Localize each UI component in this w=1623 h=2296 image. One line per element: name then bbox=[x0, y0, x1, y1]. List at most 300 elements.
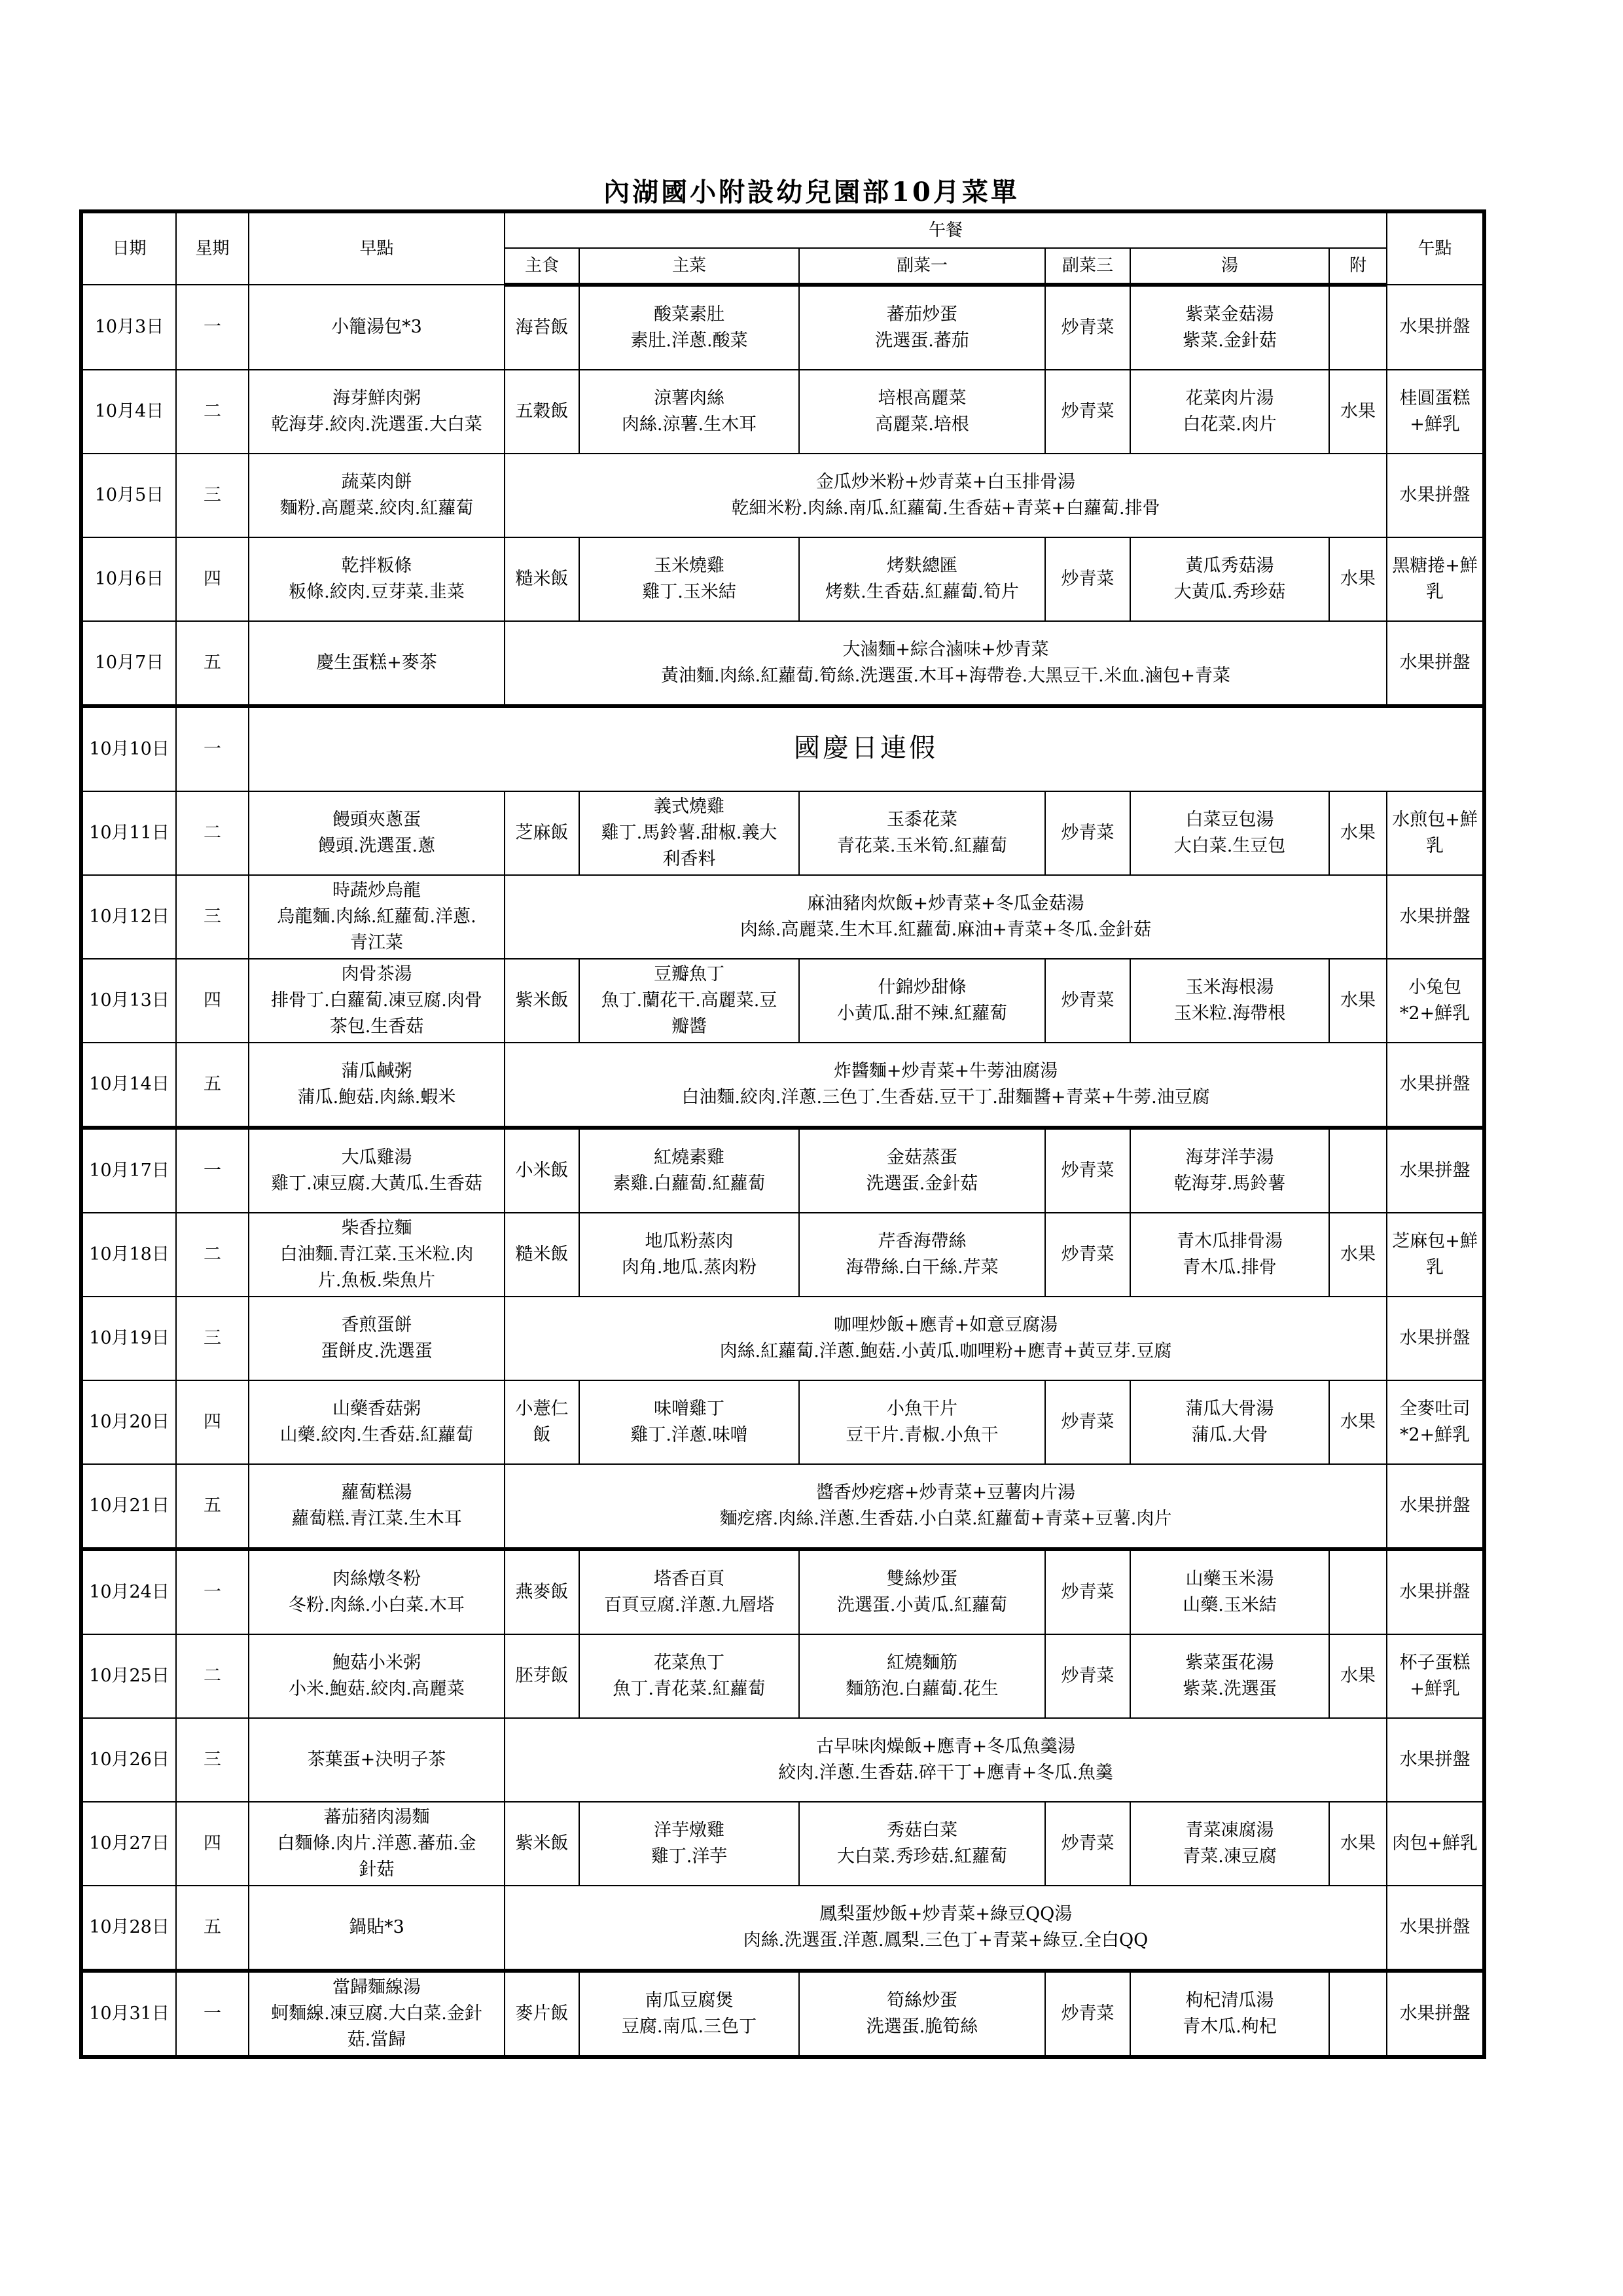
soup-cell-line: 白花菜.肉片 bbox=[1183, 414, 1277, 435]
weekday-cell: 三 bbox=[176, 875, 249, 959]
breakfast-cell-line: 青江菜 bbox=[350, 933, 403, 953]
side-dish1-cell bbox=[799, 1380, 1045, 1464]
soup-cell-line: 青木瓜.枸杞 bbox=[1183, 2017, 1277, 2037]
extra-cell bbox=[1329, 285, 1387, 370]
soup-cell bbox=[1130, 1213, 1329, 1297]
extra-cell: 水果 bbox=[1329, 959, 1387, 1043]
lunch-combo-cell-line: 大滷麵+綜合滷味+炒青菜 bbox=[842, 639, 1049, 660]
main-dish-cell-line: 涼薯肉絲 bbox=[654, 388, 724, 408]
header-snack: 午點 bbox=[1387, 211, 1484, 285]
menu-row bbox=[81, 1213, 1484, 1297]
breakfast-cell-line: 大瓜雞湯 bbox=[341, 1147, 412, 1168]
side-dish1-cell bbox=[799, 1802, 1045, 1886]
main-dish-cell bbox=[579, 1802, 799, 1886]
weekday-cell: 五 bbox=[176, 1886, 249, 1971]
lunch-combo-cell-line: 麻油豬肉炊飯+炒青菜+冬瓜金菇湯 bbox=[807, 893, 1084, 914]
breakfast-cell-line: 白油麵.青江菜.玉米粒.肉 bbox=[279, 1244, 474, 1265]
soup-cell-line: 乾海芽.馬鈴薯 bbox=[1173, 1174, 1286, 1194]
holiday-label: 國慶日連假 bbox=[794, 732, 938, 763]
breakfast-cell bbox=[249, 454, 505, 537]
date-cell: 10月5日 bbox=[81, 454, 176, 537]
side-dish3-cell: 炒青菜 bbox=[1045, 1380, 1130, 1464]
lunch-combo-cell-line: 鳳梨蛋炒飯+炒青菜+綠豆QQ湯 bbox=[819, 1904, 1073, 1924]
soup-cell bbox=[1130, 1128, 1329, 1213]
weekday-cell: 一 bbox=[176, 1549, 249, 1634]
breakfast-cell-line: 茶葉蛋+決明子茶 bbox=[307, 1749, 446, 1770]
breakfast-cell-line: 當歸麵線湯 bbox=[332, 1977, 421, 1998]
side-dish1-cell bbox=[799, 537, 1045, 621]
side-dish1-cell-line: 金菇蒸蛋 bbox=[887, 1147, 957, 1168]
snack-cell: 水果拼盤 bbox=[1387, 454, 1484, 537]
breakfast-cell-line: 冬粉.肉絲.小白菜.木耳 bbox=[289, 1595, 465, 1615]
extra-cell: 水果 bbox=[1329, 1380, 1387, 1464]
menu-row bbox=[81, 1802, 1484, 1886]
side-dish1-cell-line: 筍絲炒蛋 bbox=[887, 1990, 957, 2011]
breakfast-cell-line: 小米.鮑菇.絞肉.高麗菜 bbox=[289, 1679, 465, 1699]
side-dish1-cell-line: 培根高麗菜 bbox=[878, 388, 967, 408]
date-cell: 10月11日 bbox=[81, 791, 176, 875]
menu-row bbox=[81, 285, 1484, 370]
holiday-cell bbox=[249, 706, 1484, 791]
breakfast-cell-line: 蛋餅皮.洗選蛋 bbox=[321, 1341, 433, 1361]
main-dish-cell-line: 玉米燒雞 bbox=[654, 556, 724, 576]
side-dish1-cell-line: 秀菇白菜 bbox=[887, 1820, 957, 1840]
weekday-cell: 五 bbox=[176, 1464, 249, 1549]
weekday-cell: 三 bbox=[176, 1297, 249, 1380]
soup-cell bbox=[1130, 959, 1329, 1043]
breakfast-cell bbox=[249, 1971, 505, 2057]
menu-row bbox=[81, 454, 1484, 537]
main-dish-cell-line: 利香料 bbox=[662, 849, 716, 869]
weekday-cell: 二 bbox=[176, 791, 249, 875]
side-dish1-cell-line: 海帶絲.白干絲.芹菜 bbox=[846, 1257, 999, 1278]
lunch-combo-cell-line: 古早味肉燥飯+應青+冬瓜魚羹湯 bbox=[815, 1736, 1076, 1757]
lunch-combo-cell bbox=[505, 875, 1387, 959]
menu-row bbox=[81, 370, 1484, 454]
staple-cell: 胚芽飯 bbox=[505, 1634, 579, 1718]
soup-cell-line: 大黃瓜.秀珍菇 bbox=[1173, 582, 1286, 602]
main-dish-cell-line: 瓣醬 bbox=[671, 1016, 707, 1037]
staple-cell: 麥片飯 bbox=[505, 1971, 579, 2057]
side-dish1-cell-line: 小魚干片 bbox=[887, 1399, 957, 1419]
weekday-cell: 三 bbox=[176, 1718, 249, 1802]
snack-cell: 杯子蛋糕+鮮乳 bbox=[1387, 1634, 1484, 1718]
soup-cell-line: 蒲瓜.大骨 bbox=[1191, 1425, 1268, 1445]
main-dish-cell-line: 豆瓣魚丁 bbox=[654, 964, 724, 984]
side-dish3-cell: 炒青菜 bbox=[1045, 537, 1130, 621]
soup-cell-line: 山藥玉米湯 bbox=[1185, 1569, 1274, 1589]
main-dish-cell bbox=[579, 1128, 799, 1213]
side-dish3-cell: 炒青菜 bbox=[1045, 1128, 1130, 1213]
breakfast-cell-line: 鍋貼*3 bbox=[349, 1917, 404, 1937]
breakfast-cell bbox=[249, 1043, 505, 1128]
staple-cell: 小米飯 bbox=[505, 1128, 579, 1213]
soup-cell-line: 白菜豆包湯 bbox=[1185, 810, 1274, 830]
breakfast-cell-line: 柴香拉麵 bbox=[341, 1218, 412, 1238]
snack-cell: 肉包+鮮乳 bbox=[1387, 1802, 1484, 1886]
soup-cell-line: 大白菜.生豆包 bbox=[1173, 836, 1286, 856]
breakfast-cell-line: 慶生蛋糕+麥茶 bbox=[316, 653, 437, 673]
date-cell: 10月13日 bbox=[81, 959, 176, 1043]
menu-row bbox=[81, 706, 1484, 791]
soup-cell-line: 紫菜.金針菇 bbox=[1183, 331, 1277, 351]
extra-cell: 水果 bbox=[1329, 1213, 1387, 1297]
snack-cell: 水果拼盤 bbox=[1387, 1718, 1484, 1802]
side-dish3-cell: 炒青菜 bbox=[1045, 959, 1130, 1043]
soup-cell-line: 海芽洋芋湯 bbox=[1185, 1147, 1274, 1168]
weekday-cell: 二 bbox=[176, 1634, 249, 1718]
breakfast-cell bbox=[249, 285, 505, 370]
main-dish-cell-line: 豆腐.南瓜.三色丁 bbox=[621, 2017, 757, 2037]
breakfast-cell-line: 饅頭夾蔥蛋 bbox=[332, 810, 421, 830]
breakfast-cell bbox=[249, 1297, 505, 1380]
breakfast-cell bbox=[249, 537, 505, 621]
date-cell: 10月21日 bbox=[81, 1464, 176, 1549]
main-dish-cell bbox=[579, 1213, 799, 1297]
side-dish3-cell: 炒青菜 bbox=[1045, 791, 1130, 875]
weekday-cell: 一 bbox=[176, 1971, 249, 2057]
menu-row bbox=[81, 537, 1484, 621]
snack-cell: 小兔包*2+鮮乳 bbox=[1387, 959, 1484, 1043]
side-dish1-cell-line: 洗選蛋.蕃茄 bbox=[875, 331, 969, 351]
breakfast-cell-line: 乾拌粄條 bbox=[341, 556, 412, 576]
side-dish3-cell: 炒青菜 bbox=[1045, 1971, 1130, 2057]
date-cell: 10月26日 bbox=[81, 1718, 176, 1802]
breakfast-cell bbox=[249, 959, 505, 1043]
breakfast-cell-line: 烏龍麵.肉絲.紅蘿蔔.洋蔥. bbox=[277, 906, 476, 927]
side-dish1-cell bbox=[799, 959, 1045, 1043]
soup-cell-line: 紫菜.洗選蛋 bbox=[1183, 1679, 1277, 1699]
soup-cell bbox=[1130, 1971, 1329, 2057]
menu-body bbox=[81, 285, 1484, 2057]
breakfast-cell bbox=[249, 1128, 505, 1213]
menu-row bbox=[81, 1886, 1484, 1971]
main-dish-cell bbox=[579, 959, 799, 1043]
main-dish-cell-line: 酸菜素肚 bbox=[654, 304, 724, 325]
breakfast-cell bbox=[249, 1886, 505, 1971]
date-cell: 10月25日 bbox=[81, 1634, 176, 1718]
lunch-combo-cell bbox=[505, 1464, 1387, 1549]
lunch-combo-cell-line: 肉絲.高麗菜.生木耳.紅蘿蔔.麻油+青菜+冬瓜.金針菇 bbox=[740, 920, 1152, 940]
breakfast-cell-line: 海芽鮮肉粥 bbox=[332, 388, 421, 408]
soup-cell-line: 青木瓜.排骨 bbox=[1183, 1257, 1277, 1278]
side-dish1-cell bbox=[799, 1971, 1045, 2057]
snack-cell: 水果拼盤 bbox=[1387, 1464, 1484, 1549]
extra-cell: 水果 bbox=[1329, 370, 1387, 454]
side-dish1-cell-line: 烤麩.生香菇.紅蘿蔔.筍片 bbox=[825, 582, 1019, 602]
staple-cell: 紫米飯 bbox=[505, 959, 579, 1043]
weekday-cell: 五 bbox=[176, 1043, 249, 1128]
side-dish1-cell-line: 玉黍花菜 bbox=[887, 810, 957, 830]
weekday-cell: 二 bbox=[176, 370, 249, 454]
main-dish-cell-line: 味噌雞丁 bbox=[654, 1399, 724, 1419]
menu-table bbox=[79, 209, 1486, 2059]
date-cell: 10月3日 bbox=[81, 285, 176, 370]
weekday-cell: 五 bbox=[176, 621, 249, 706]
snack-cell: 水果拼盤 bbox=[1387, 1886, 1484, 1971]
snack-cell: 水果拼盤 bbox=[1387, 875, 1484, 959]
soup-cell-line: 青菜.凍豆腐 bbox=[1183, 1846, 1277, 1867]
lunch-combo-cell-line: 肉絲.紅蘿蔔.洋蔥.鮑菇.小黃瓜.咖哩粉+應青+黃豆芽.豆腐 bbox=[719, 1341, 1172, 1361]
extra-cell: 水果 bbox=[1329, 537, 1387, 621]
breakfast-cell-line: 蒲瓜.鮑菇.肉絲.蝦米 bbox=[297, 1087, 456, 1107]
breakfast-cell-line: 蚵麵線.凍豆腐.大白菜.金針 bbox=[271, 2003, 482, 2024]
lunch-combo-cell-line: 麵疙瘩.肉絲.洋蔥.生香菇.小白菜.紅蘿蔔+青菜+豆薯.肉片 bbox=[719, 1509, 1172, 1529]
snack-cell: 水煎包+鮮乳 bbox=[1387, 791, 1484, 875]
breakfast-cell-line: 蔬菜肉餅 bbox=[341, 472, 412, 492]
breakfast-cell-line: 蒲瓜鹹粥 bbox=[341, 1061, 412, 1081]
breakfast-cell bbox=[249, 875, 505, 959]
date-cell: 10月14日 bbox=[81, 1043, 176, 1128]
date-cell: 10月4日 bbox=[81, 370, 176, 454]
date-cell: 10月19日 bbox=[81, 1297, 176, 1380]
header-breakfast: 早點 bbox=[249, 211, 505, 285]
menu-title: 內湖國小附設幼兒園部10月菜單 bbox=[603, 177, 1020, 207]
side-dish3-cell: 炒青菜 bbox=[1045, 1549, 1130, 1634]
side-dish1-cell-line: 高麗菜.培根 bbox=[875, 414, 969, 435]
breakfast-cell-line: 山藥香菇粥 bbox=[332, 1399, 421, 1419]
menu-row bbox=[81, 1297, 1484, 1380]
main-dish-cell bbox=[579, 1380, 799, 1464]
date-cell: 10月24日 bbox=[81, 1549, 176, 1634]
date-cell: 10月28日 bbox=[81, 1886, 176, 1971]
soup-cell-line: 山藥.玉米結 bbox=[1183, 1595, 1277, 1615]
main-dish-cell-line: 洋芋燉雞 bbox=[654, 1820, 724, 1840]
soup-cell bbox=[1130, 285, 1329, 370]
menu-row bbox=[81, 1043, 1484, 1128]
main-dish-cell bbox=[579, 1634, 799, 1718]
date-cell: 10月10日 bbox=[81, 706, 176, 791]
date-cell: 10月20日 bbox=[81, 1380, 176, 1464]
menu-row bbox=[81, 1971, 1484, 2057]
header-lunch: 午餐 bbox=[505, 211, 1387, 248]
breakfast-cell-line: 片.魚板.柴魚片 bbox=[317, 1270, 436, 1291]
breakfast-cell bbox=[249, 621, 505, 706]
header-side3: 副菜三 bbox=[1045, 248, 1130, 285]
side-dish1-cell bbox=[799, 1634, 1045, 1718]
breakfast-cell bbox=[249, 370, 505, 454]
breakfast-cell-line: 針菇 bbox=[359, 1859, 395, 1880]
main-dish-cell-line: 地瓜粉蒸肉 bbox=[645, 1231, 734, 1251]
side-dish1-cell-line: 麵筋泡.白蘿蔔.花生 bbox=[846, 1679, 999, 1699]
side-dish1-cell bbox=[799, 1213, 1045, 1297]
side-dish1-cell-line: 雙絲炒蛋 bbox=[887, 1569, 957, 1589]
lunch-combo-cell-line: 咖哩炒飯+應青+如意豆腐湯 bbox=[833, 1315, 1058, 1335]
date-cell: 10月31日 bbox=[81, 1971, 176, 2057]
breakfast-cell-line: 香煎蛋餅 bbox=[341, 1315, 412, 1335]
side-dish3-cell: 炒青菜 bbox=[1045, 1634, 1130, 1718]
main-dish-cell-line: 素雞.白蘿蔔.紅蘿蔔 bbox=[613, 1174, 766, 1194]
soup-cell-line: 玉米粒.海帶根 bbox=[1173, 1003, 1286, 1024]
main-dish-cell-line: 魚丁.青花菜.紅蘿蔔 bbox=[613, 1679, 766, 1699]
staple-cell: 小薏仁飯 bbox=[505, 1380, 579, 1464]
weekday-cell: 三 bbox=[176, 454, 249, 537]
menu-row bbox=[81, 1380, 1484, 1464]
breakfast-cell-line: 菇.當歸 bbox=[347, 2030, 406, 2050]
snack-cell: 水果拼盤 bbox=[1387, 621, 1484, 706]
staple-cell: 五穀飯 bbox=[505, 370, 579, 454]
soup-cell-line: 枸杞清瓜湯 bbox=[1185, 1990, 1274, 2011]
side-dish1-cell-line: 青花菜.玉米筍.紅蘿蔔 bbox=[836, 836, 1008, 856]
lunch-combo-cell-line: 白油麵.絞肉.洋蔥.三色丁.生香菇.豆干丁.甜麵醬+青菜+牛蒡.油豆腐 bbox=[681, 1087, 1210, 1107]
soup-cell-line: 黃瓜秀菇湯 bbox=[1185, 556, 1274, 576]
soup-cell bbox=[1130, 1634, 1329, 1718]
soup-cell-line: 紫菜金菇湯 bbox=[1185, 304, 1274, 325]
side-dish1-cell bbox=[799, 370, 1045, 454]
soup-cell bbox=[1130, 1549, 1329, 1634]
breakfast-cell-line: 乾海芽.絞肉.洗選蛋.大白菜 bbox=[271, 414, 482, 435]
breakfast-cell-line: 麵粉.高麗菜.絞肉.紅蘿蔔 bbox=[279, 498, 474, 518]
side-dish3-cell: 炒青菜 bbox=[1045, 370, 1130, 454]
main-dish-cell-line: 素肚.洋蔥.酸菜 bbox=[630, 331, 748, 351]
breakfast-cell-line: 蕃茄豬肉湯麵 bbox=[323, 1807, 430, 1827]
lunch-combo-cell bbox=[505, 1718, 1387, 1802]
side-dish1-cell-line: 芹香海帶絲 bbox=[878, 1231, 967, 1251]
breakfast-cell bbox=[249, 1213, 505, 1297]
date-cell: 10月7日 bbox=[81, 621, 176, 706]
breakfast-cell-line: 饅頭.洗選蛋.蔥 bbox=[317, 836, 436, 856]
staple-cell: 燕麥飯 bbox=[505, 1549, 579, 1634]
header-soup: 湯 bbox=[1130, 248, 1329, 285]
breakfast-cell-line: 小籠湯包*3 bbox=[331, 317, 422, 337]
staple-cell: 糙米飯 bbox=[505, 1213, 579, 1297]
breakfast-cell bbox=[249, 1634, 505, 1718]
side-dish3-cell: 炒青菜 bbox=[1045, 1802, 1130, 1886]
soup-cell-line: 花菜肉片湯 bbox=[1185, 388, 1274, 408]
main-dish-cell-line: 塔香百頁 bbox=[654, 1569, 724, 1589]
main-dish-cell bbox=[579, 370, 799, 454]
snack-cell: 水果拼盤 bbox=[1387, 1128, 1484, 1213]
extra-cell: 水果 bbox=[1329, 1802, 1387, 1886]
menu-row bbox=[81, 621, 1484, 706]
main-dish-cell bbox=[579, 1549, 799, 1634]
main-dish-cell-line: 魚丁.蘭花干.高麗菜.豆 bbox=[601, 990, 777, 1011]
main-dish-cell-line: 百頁豆腐.洋蔥.九層塔 bbox=[603, 1595, 775, 1615]
breakfast-cell bbox=[249, 1464, 505, 1549]
weekday-cell: 四 bbox=[176, 959, 249, 1043]
header-extra: 附 bbox=[1329, 248, 1387, 285]
lunch-combo-cell bbox=[505, 1297, 1387, 1380]
breakfast-cell-line: 鮑菇小米粥 bbox=[332, 1653, 421, 1673]
breakfast-cell-line: 白麵條.肉片.洋蔥.蕃茄.金 bbox=[277, 1833, 476, 1854]
breakfast-cell-line: 肉絲燉冬粉 bbox=[332, 1569, 421, 1589]
menu-row bbox=[81, 959, 1484, 1043]
side-dish3-cell: 炒青菜 bbox=[1045, 1213, 1130, 1297]
soup-cell bbox=[1130, 370, 1329, 454]
main-dish-cell bbox=[579, 537, 799, 621]
side-dish1-cell bbox=[799, 285, 1045, 370]
breakfast-cell bbox=[249, 1549, 505, 1634]
main-dish-cell-line: 肉角.地瓜.蒸肉粉 bbox=[621, 1257, 757, 1278]
extra-cell bbox=[1329, 1549, 1387, 1634]
side-dish1-cell-line: 小黃瓜.甜不辣.紅蘿蔔 bbox=[836, 1003, 1008, 1024]
soup-cell-line: 玉米海根湯 bbox=[1185, 977, 1274, 997]
breakfast-cell-line: 山藥.絞肉.生香菇.紅蘿蔔 bbox=[279, 1425, 474, 1445]
lunch-combo-cell-line: 炸醬麵+炒青菜+牛蒡油腐湯 bbox=[833, 1061, 1058, 1081]
menu-row bbox=[81, 875, 1484, 959]
side-dish1-cell-line: 洗選蛋.小黃瓜.紅蘿蔔 bbox=[836, 1595, 1008, 1615]
soup-cell bbox=[1130, 537, 1329, 621]
extra-cell: 水果 bbox=[1329, 1634, 1387, 1718]
weekday-cell: 一 bbox=[176, 1128, 249, 1213]
main-dish-cell-line: 雞丁.玉米結 bbox=[642, 582, 736, 602]
soup-cell-line: 蒲瓜大骨湯 bbox=[1185, 1399, 1274, 1419]
side-dish1-cell-line: 豆干片.青椒.小魚干 bbox=[846, 1425, 999, 1445]
weekday-cell: 一 bbox=[176, 706, 249, 791]
weekday-cell: 四 bbox=[176, 1380, 249, 1464]
weekday-cell: 一 bbox=[176, 285, 249, 370]
soup-cell bbox=[1130, 791, 1329, 875]
snack-cell: 水果拼盤 bbox=[1387, 1297, 1484, 1380]
lunch-combo-cell bbox=[505, 1043, 1387, 1128]
header-date: 日期 bbox=[81, 211, 176, 285]
snack-cell: 芝麻包+鮮乳 bbox=[1387, 1213, 1484, 1297]
snack-cell: 黑糖捲+鮮乳 bbox=[1387, 537, 1484, 621]
main-dish-cell bbox=[579, 791, 799, 875]
extra-cell bbox=[1329, 1128, 1387, 1213]
side-dish1-cell-line: 烤麩總匯 bbox=[887, 556, 957, 576]
side-dish1-cell-line: 什錦炒甜條 bbox=[878, 977, 967, 997]
side-dish1-cell bbox=[799, 1549, 1045, 1634]
snack-cell: 水果拼盤 bbox=[1387, 1043, 1484, 1128]
menu-row bbox=[81, 791, 1484, 875]
weekday-cell: 四 bbox=[176, 1802, 249, 1886]
extra-cell: 水果 bbox=[1329, 791, 1387, 875]
menu-row bbox=[81, 1634, 1484, 1718]
header-side1: 副菜一 bbox=[799, 248, 1045, 285]
side-dish1-cell-line: 大白菜.秀珍菇.紅蘿蔔 bbox=[836, 1846, 1008, 1867]
menu-row bbox=[81, 1549, 1484, 1634]
weekday-cell: 四 bbox=[176, 537, 249, 621]
breakfast-cell-line: 時蔬炒烏龍 bbox=[332, 880, 421, 901]
breakfast-cell bbox=[249, 1380, 505, 1464]
lunch-combo-cell-line: 乾細米粉.肉絲.南瓜.紅蘿蔔.生香菇+青菜+白蘿蔔.排骨 bbox=[731, 498, 1160, 518]
lunch-combo-cell-line: 黃油麵.肉絲.紅蘿蔔.筍絲.洗選蛋.木耳+海帶卷.大黑豆干.米血.滷包+青菜 bbox=[661, 666, 1230, 686]
soup-cell bbox=[1130, 1802, 1329, 1886]
breakfast-cell-line: 茶包.生香菇 bbox=[329, 1016, 424, 1037]
main-dish-cell-line: 肉絲.涼薯.生木耳 bbox=[621, 414, 757, 435]
snack-cell: 水果拼盤 bbox=[1387, 1971, 1484, 2057]
side-dish3-cell: 炒青菜 bbox=[1045, 285, 1130, 370]
date-cell: 10月6日 bbox=[81, 537, 176, 621]
staple-cell: 海苔飯 bbox=[505, 285, 579, 370]
side-dish1-cell bbox=[799, 791, 1045, 875]
menu-row bbox=[81, 1128, 1484, 1213]
breakfast-cell bbox=[249, 791, 505, 875]
breakfast-cell-line: 蘿蔔糕湯 bbox=[341, 1482, 412, 1503]
side-dish1-cell-line: 紅燒麵筋 bbox=[887, 1653, 957, 1673]
breakfast-cell bbox=[249, 1802, 505, 1886]
breakfast-cell-line: 粄條.絞肉.豆芽菜.韭菜 bbox=[289, 582, 465, 602]
snack-cell: 水果拼盤 bbox=[1387, 285, 1484, 370]
main-dish-cell-line: 義式燒雞 bbox=[654, 797, 724, 817]
header-staple: 主食 bbox=[505, 248, 579, 285]
lunch-combo-cell bbox=[505, 1886, 1387, 1971]
date-cell: 10月12日 bbox=[81, 875, 176, 959]
extra-cell bbox=[1329, 1971, 1387, 2057]
side-dish1-cell-line: 洗選蛋.金針菇 bbox=[866, 1174, 978, 1194]
staple-cell: 芝麻飯 bbox=[505, 791, 579, 875]
header-main: 主菜 bbox=[579, 248, 799, 285]
main-dish-cell bbox=[579, 1971, 799, 2057]
lunch-combo-cell bbox=[505, 621, 1387, 706]
snack-cell: 水果拼盤 bbox=[1387, 1549, 1484, 1634]
snack-cell: 桂圓蛋糕+鮮乳 bbox=[1387, 370, 1484, 454]
main-dish-cell-line: 雞丁.洋芋 bbox=[651, 1846, 728, 1867]
menu-row bbox=[81, 1718, 1484, 1802]
header-weekday: 星期 bbox=[176, 211, 249, 285]
date-cell: 10月17日 bbox=[81, 1128, 176, 1213]
